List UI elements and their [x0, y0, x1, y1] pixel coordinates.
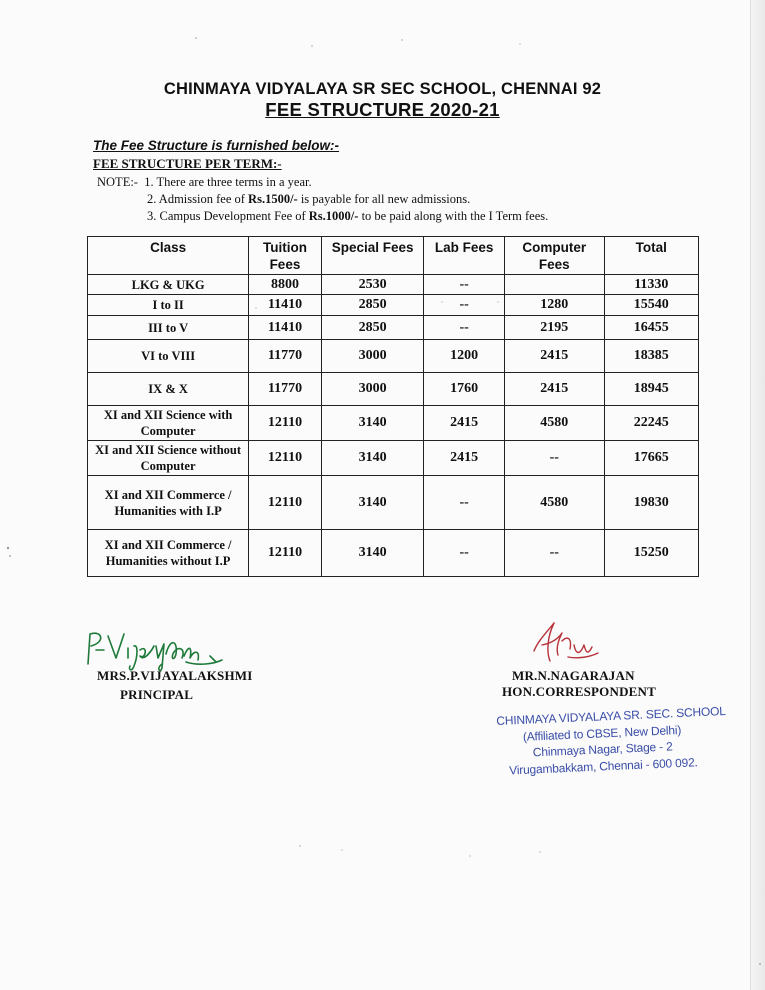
cell-tuition: 12110: [249, 406, 322, 441]
table-row: [88, 530, 699, 577]
header-lab: Lab Fees: [424, 237, 504, 275]
correspondent-title: HON.CORRESPONDENT: [502, 684, 656, 699]
cell-tuition: 12110: [249, 476, 322, 530]
principal-title: PRINCIPAL: [120, 687, 194, 702]
table-row: [88, 275, 699, 295]
cell-class: XI and XII Science with Computer: [88, 406, 249, 441]
fee-structure-title: FEE STRUCTURE 2020-21: [265, 99, 500, 120]
cell-class: III to V: [88, 316, 249, 340]
cell-lab: --: [424, 275, 504, 295]
cell-special: 3140: [321, 406, 424, 441]
cell-total: 18385: [604, 340, 698, 373]
cell-computer: 2415: [504, 340, 604, 373]
header-computer: Computer Fees: [504, 237, 604, 275]
cell-computer: --: [504, 530, 604, 577]
table-row: [88, 316, 699, 340]
note-line-1: [97, 174, 548, 191]
cell-class: XI and XII Commerce / Humanities with I.P: [88, 476, 249, 530]
cell-computer: 4580: [504, 476, 604, 530]
cell-class: XI and XII Commerce / Humanities without I.P: [88, 530, 249, 577]
cell-computer: 2195: [504, 316, 604, 340]
admission-fee-amount: Rs.1500/-: [248, 192, 298, 206]
stamp-line-3: Chinmaya Nagar, Stage - 2: [532, 739, 673, 760]
cell-special: 3000: [321, 373, 424, 406]
cell-tuition: 8800: [249, 275, 322, 295]
cell-computer: 1280: [504, 295, 604, 316]
note-line-3: [97, 208, 548, 225]
cell-tuition: 11410: [249, 316, 322, 340]
page-edge: [750, 0, 765, 990]
cell-class: I to II: [88, 295, 249, 316]
stamp-line-4: Virugambakkam, Chennai - 600 092.: [508, 754, 698, 777]
cell-class: LKG & UKG: [88, 275, 249, 295]
cell-special: 3140: [321, 476, 424, 530]
header-class: Class: [88, 237, 249, 275]
cell-special: 3140: [321, 530, 424, 577]
cell-total: 22245: [604, 406, 698, 441]
table-row: [88, 406, 699, 441]
per-term-heading: FEE STRUCTURE PER TERM:-: [93, 156, 282, 171]
cell-lab: --: [424, 295, 504, 316]
correspondent-name: MR.N.NAGARAJAN: [512, 668, 635, 683]
stamp-line-1: CHINMAYA VIDYALAYA SR. SEC. SCHOOL: [496, 703, 726, 728]
table-header-row: [88, 237, 699, 275]
header-special: Special Fees: [321, 237, 424, 275]
note-item-1: 1. There are three terms in a year.: [144, 175, 312, 189]
cell-computer: --: [504, 441, 604, 476]
fee-table: [87, 236, 699, 577]
cell-lab: --: [424, 530, 504, 577]
cell-special: 2850: [321, 316, 424, 340]
table-row: [88, 441, 699, 476]
note-item-3-post: to be paid along with the I Term fees.: [358, 209, 549, 223]
stamp-line-2: (Affiliated to CBSE, New Delhi): [522, 722, 682, 744]
table-row: [88, 476, 699, 530]
table-row: [88, 340, 699, 373]
note-item-3-pre: 3. Campus Development Fee of: [147, 209, 309, 223]
header-total: Total: [604, 237, 698, 275]
cell-class: VI to VIII: [88, 340, 249, 373]
school-stamp: [496, 703, 726, 779]
cell-computer: 2415: [504, 373, 604, 406]
cell-lab: 1760: [424, 373, 504, 406]
correspondent-signature: [528, 615, 608, 667]
cell-computer: [504, 275, 604, 295]
cell-tuition: 11770: [249, 340, 322, 373]
cell-tuition: 12110: [249, 441, 322, 476]
cell-total: 18945: [604, 373, 698, 406]
cell-lab: --: [424, 316, 504, 340]
note-label: NOTE:-: [97, 175, 138, 189]
intro-text: The Fee Structure is furnished below:-: [93, 138, 340, 153]
cell-tuition: 12110: [249, 530, 322, 577]
cell-special: 3140: [321, 441, 424, 476]
cell-tuition: 11770: [249, 373, 322, 406]
cell-special: 3000: [321, 340, 424, 373]
cell-computer: 4580: [504, 406, 604, 441]
school-title: CHINMAYA VIDYALAYA SR SEC SCHOOL, CHENNAI 92: [163, 80, 602, 98]
cell-total: 19830: [604, 476, 698, 530]
note-item-2-pre: 2. Admission fee of: [147, 192, 249, 206]
cell-class: XI and XII Science without Computer: [88, 441, 249, 476]
table-row: [88, 373, 699, 406]
cell-total: 16455: [604, 316, 698, 340]
header-tuition: Tuition Fees: [249, 237, 322, 275]
principal-name: MRS.P.VIJAYALAKSHMI: [97, 668, 253, 683]
note-item-2-post: is payable for all new admissions.: [297, 192, 471, 206]
note-line-2: [97, 191, 548, 208]
cell-lab: 1200: [424, 340, 504, 373]
campus-fee-amount: Rs.1000/-: [308, 209, 359, 223]
cell-total: 11330: [604, 275, 698, 295]
table-row: [88, 295, 699, 316]
note-block: [97, 174, 548, 225]
fee-structure-title-wrap: [0, 99, 765, 121]
cell-lab: 2415: [424, 406, 504, 441]
cell-total: 15540: [604, 295, 698, 316]
cell-special: 2850: [321, 295, 424, 316]
cell-class: IX & X: [88, 373, 249, 406]
cell-total: 15250: [604, 530, 698, 577]
cell-special: 2530: [321, 275, 424, 295]
cell-tuition: 11410: [249, 295, 322, 316]
cell-lab: 2415: [424, 441, 504, 476]
cell-lab: --: [424, 476, 504, 530]
cell-total: 17665: [604, 441, 698, 476]
